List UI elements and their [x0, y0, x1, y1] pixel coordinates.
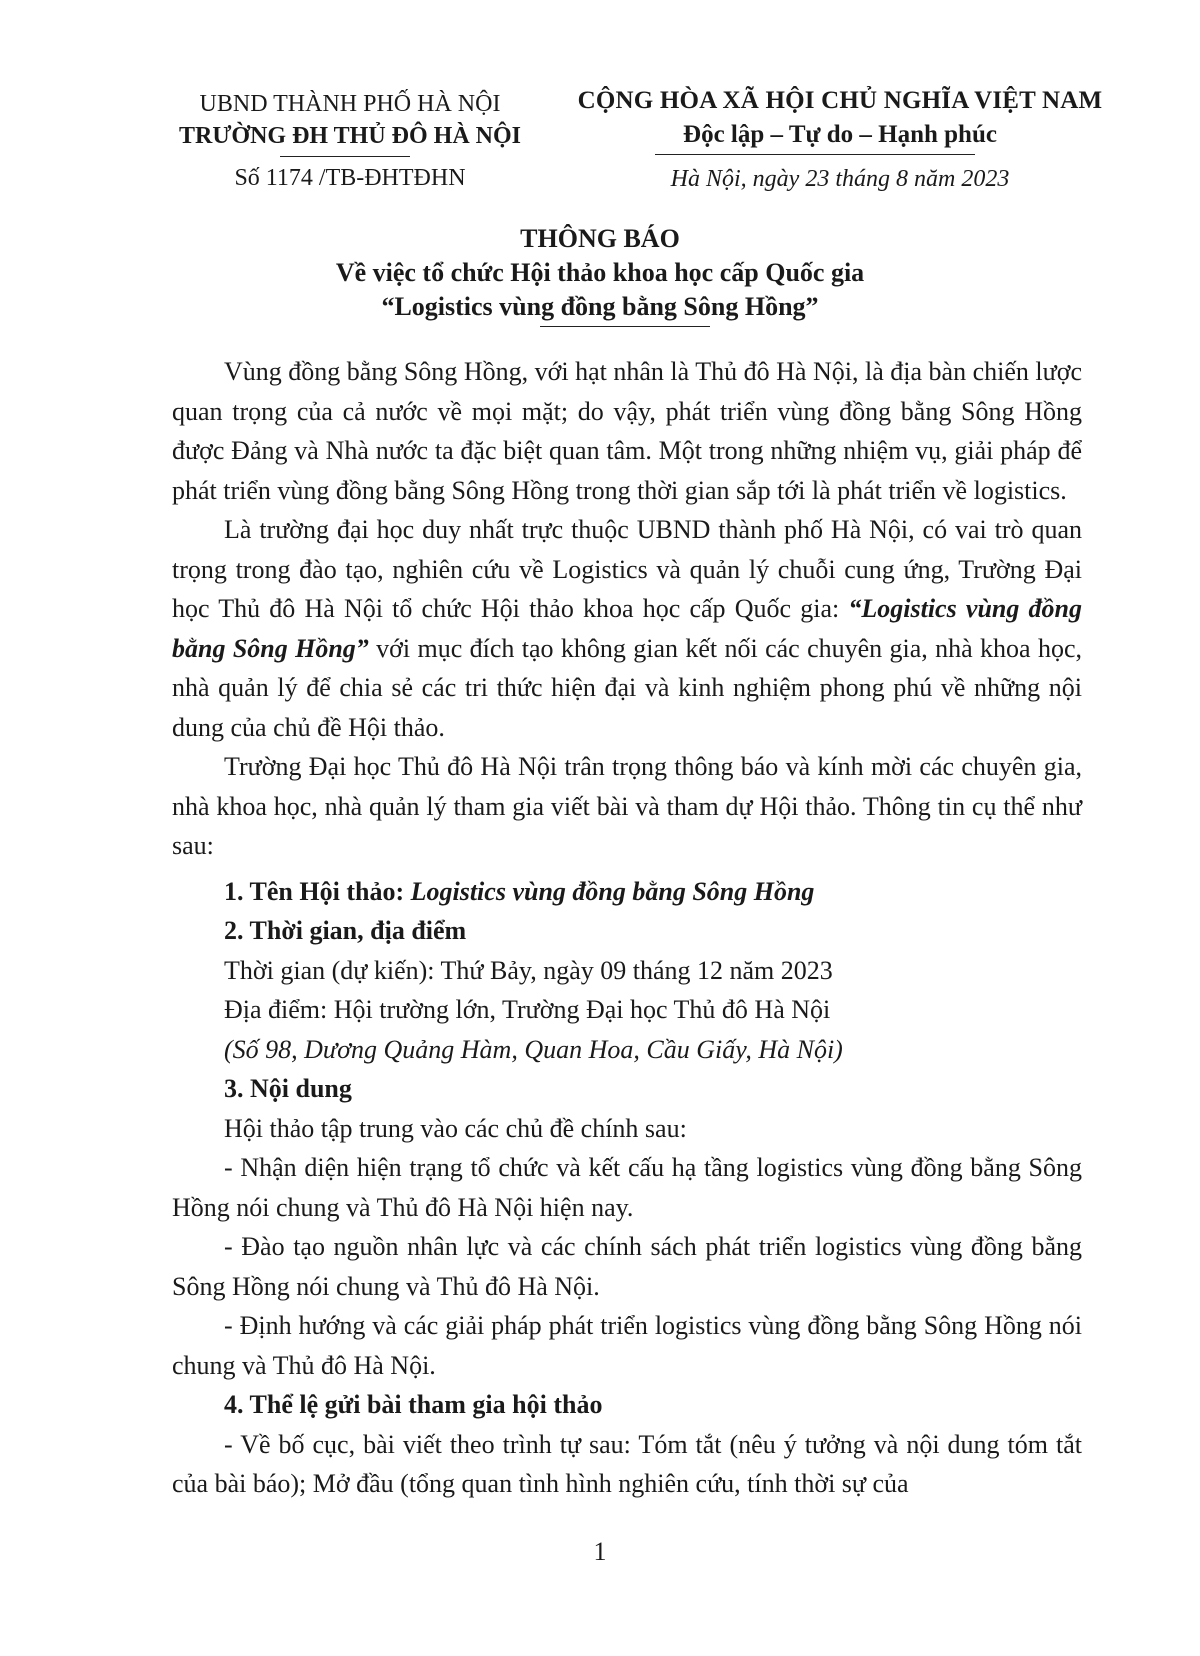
paragraph-purpose	[172, 510, 1082, 747]
document-title	[0, 222, 1200, 324]
paragraph-intro: Vùng đồng bằng Sông Hồng, với hạt nhân là Thủ đô Hà Nội, là địa bàn chiến lược quan trọng của cả nước về mọi mặt; do vậy, phát triển vùng đồng bằng Sông Hồng được Đảng và Nhà nước ta đặc biệt quan tâm. Một trong những nhiệm vụ, giải pháp để phát triển vùng đồng bằng Sông Hồng trong thời gian sắp tới là phát triển về logistics.	[172, 357, 1082, 505]
section-2-heading: 2. Thời gian, địa điểm	[224, 916, 467, 945]
school-name: TRƯỜNG ĐH THỦ ĐÔ HÀ NỘI	[178, 123, 522, 149]
title-underline	[540, 326, 710, 327]
section-2-time: Thời gian (dự kiến): Thứ Bảy, ngày 09 tháng 12 năm 2023	[224, 955, 833, 985]
section-1-label: 1. Tên Hội thảo:	[224, 876, 411, 906]
section-2-place: Địa điểm: Hội trường lớn, Trường Đại học Thủ đô Hà Nội	[224, 995, 831, 1024]
document-number: Số 1174 /TB-ĐHTĐHN	[234, 165, 466, 191]
section-1	[172, 872, 1082, 912]
section-3-intro: Hội thảo tập trung vào các chủ đề chính sau:	[224, 1113, 687, 1143]
title-heading: THÔNG BÁO	[520, 224, 680, 253]
section-2-address: (Số 98, Dương Quảng Hàm, Quan Hoa, Cầu Giấy, Hà Nội)	[224, 1034, 843, 1064]
page-number: 1	[593, 1537, 607, 1566]
section-3-heading: 3. Nội dung	[224, 1074, 352, 1103]
title-subject: Về việc tổ chức Hội thảo khoa học cấp Quốc gia	[335, 258, 865, 287]
title-topic: “Logistics vùng đồng bằng Sông Hồng”	[381, 292, 819, 321]
nation-name: CỘNG HÒA XÃ HỘI CHỦ NGHĨA VIỆT NAM	[577, 87, 1103, 114]
issuing-authority: UBND THÀNH PHỐ HÀ NỘI	[199, 91, 501, 117]
section-1-value: Logistics vùng đồng bằng Sông Hồng	[410, 876, 815, 906]
paragraph-invitation: Trường Đại học Thủ đô Hà Nội trân trọng thông báo và kính mời các chuyên gia, nhà khoa học, nhà quản lý tham gia viết bài và tham dự Hội thảo. Thông tin cụ thể như sau:	[172, 752, 1082, 860]
motto-underline	[655, 154, 975, 155]
conference-name-emphasis: “Logistics vùng đồng bằng Sông Hồng”	[172, 594, 1082, 663]
paragraph-purpose-start: Là trường đại học duy nhất trực thuộc UBND thành phố Hà Nội, có vai trò quan trọng trong đào tạo, nghiên cứu về Logistics và quản lý chuỗi cung ứng, Trường Đại học Thủ đô Hà Nội tổ chức Hội thảo khoa học cấp Quốc gia:	[172, 515, 1082, 623]
national-motto: Độc lập – Tự do – Hạnh phúc	[683, 121, 997, 148]
submission-rule-1: - Về bố cục, bài viết theo trình tự sau: Tóm tắt (nêu ý tưởng và nội dung tóm tắt của bài báo); Mở đầu (tổng quan tình hình nghiên cứu, tính thời sự của	[172, 1429, 1082, 1498]
issuer-underline	[280, 156, 410, 157]
paragraph-purpose-end: với mục đích tạo không gian kết nối các chuyên gia, nhà khoa học, nhà quản lý để chia sẻ các tri thức hiện đại và kinh nghiệm phong phú về những nội dung của chủ đề Hội thảo.	[172, 633, 1082, 742]
topic-item-2: - Đào tạo nguồn nhân lực và các chính sách phát triển logistics vùng đồng bằng Sông Hồng nói chung và Thủ đô Hà Nội.	[172, 1232, 1082, 1301]
section-4-heading: 4. Thể lệ gửi bài tham gia hội thảo	[224, 1390, 603, 1419]
national-header	[560, 84, 1120, 196]
topic-item-3: - Định hướng và các giải pháp phát triển logistics vùng đồng bằng Sông Hồng nói chung và Thủ đô Hà Nội.	[172, 1311, 1082, 1380]
document-body	[172, 352, 1082, 1504]
topic-item-1: - Nhận diện hiện trạng tổ chức và kết cấu hạ tầng logistics vùng đồng bằng Sông Hồng nói chung và Thủ đô Hà Nội hiện nay.	[172, 1153, 1082, 1222]
place-and-date: Hà Nội, ngày 23 tháng 8 năm 2023	[670, 166, 1010, 192]
issuer-block	[150, 88, 550, 194]
